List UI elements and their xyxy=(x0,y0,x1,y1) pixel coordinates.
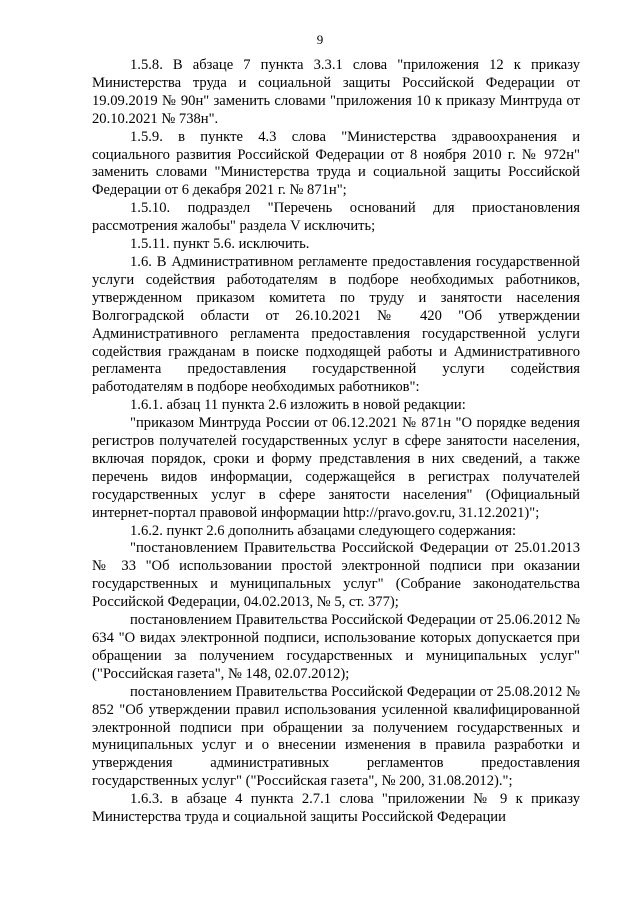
document-body xyxy=(92,57,580,827)
paragraph-1-6-1-text: "приказом Минтруда России от 06.12.2021 № 871н "О порядке ведения регистров получателей государственных услуг в сфере занятости населения, включая порядок, сроки и форму представления в них сведений, а также перечень видов информации, содержащейся в регистрах получателей государственных услуг в сфере занятости населения" (Официальный интернет-портал правовой информации http://pravo.gov.ru, 31.12.2021)"; xyxy=(92,415,580,521)
paragraph-1-6: 1.6. В Административном регламенте предоставления государственной услуги содействия работодателям в подборе необходимых работников, утвержденном приказом комитета по труду и занятости населения Волгоградской области от 26.10.2021 № 420 "Об утверждении Административного регламента предоставления государственной услуги содействия гражданам в поиске подходящей работы и Административного регламента предоставления государственной услуги содействия работодателям в подборе необходимых работников": xyxy=(92,253,580,396)
paragraph-1-6-2-text-1: "постановлением Правительства Российской Федерации от 25.01.2013 № 33 "Об использовании простой электронной подписи при оказании государственных и муниципальных услуг" (Собрание законодательства Российской Федерации, 04.02.2013, № 5, ст. 377); xyxy=(92,540,580,611)
paragraph-1-5-11: 1.5.11. пункт 5.6. исключить. xyxy=(130,236,310,253)
paragraph-1-6-2-text-3: постановлением Правительства Российской Федерации от 25.08.2012 № 852 "Об утверждении правил использования усиленной квалифицированной электронной подписи при обращении за получением государственных и муниципальных услуг и о внесении изменения в правила разработки и утверждения административных регламентов предоставления государственных услуг" ("Российская газета", № 200, 31.08.2012)."; xyxy=(92,683,580,790)
paragraph-1-6-2-text-2: постановлением Правительства Российской Федерации от 25.06.2012 № 634 "О видах электронной подписи, использование которых допускается при обращении за получением государственных и муниципальных услуг" ("Российская газета", № 148, 02.07.2012); xyxy=(92,612,580,682)
paragraph-1-5-10: 1.5.10. подраздел "Перечень оснований для приостановления рассмотрения жалобы" раздела V исключить; xyxy=(92,200,580,235)
paragraph-1-6-3: 1.6.3. в абзаце 4 пункта 2.7.1 слова "приложении № 9 к приказу Министерства труда и социальной защиты Российской Федерации xyxy=(92,791,580,826)
paragraph-1-6-2: 1.6.2. пункт 2.6 дополнить абзацами следующего содержания: xyxy=(130,522,517,539)
paragraph-1-6-1: 1.6.1. абзац 11 пункта 2.6 изложить в новой редакции: xyxy=(130,397,466,414)
paragraph-1-5-8: 1.5.8. В абзаце 7 пункта 3.3.1 слова "приложения 12 к приказу Министерства труда и социальной защиты Российской Федерации от 19.09.2019 № 90н" заменить словами "приложения 10 к приказу Минтруда от 20.10.2021 № 738н". xyxy=(92,57,580,127)
page-number: 9 xyxy=(316,32,324,47)
paragraph-1-5-9: 1.5.9. в пункте 4.3 слова "Министерства здравоохранения и социального развития Российской Федерации от 8 ноября 2010 г. № 972н" заменить словами "Министерства труда и социальной защиты Российской Федерации от 6 декабря 2021 г. № 871н"; xyxy=(92,128,580,199)
